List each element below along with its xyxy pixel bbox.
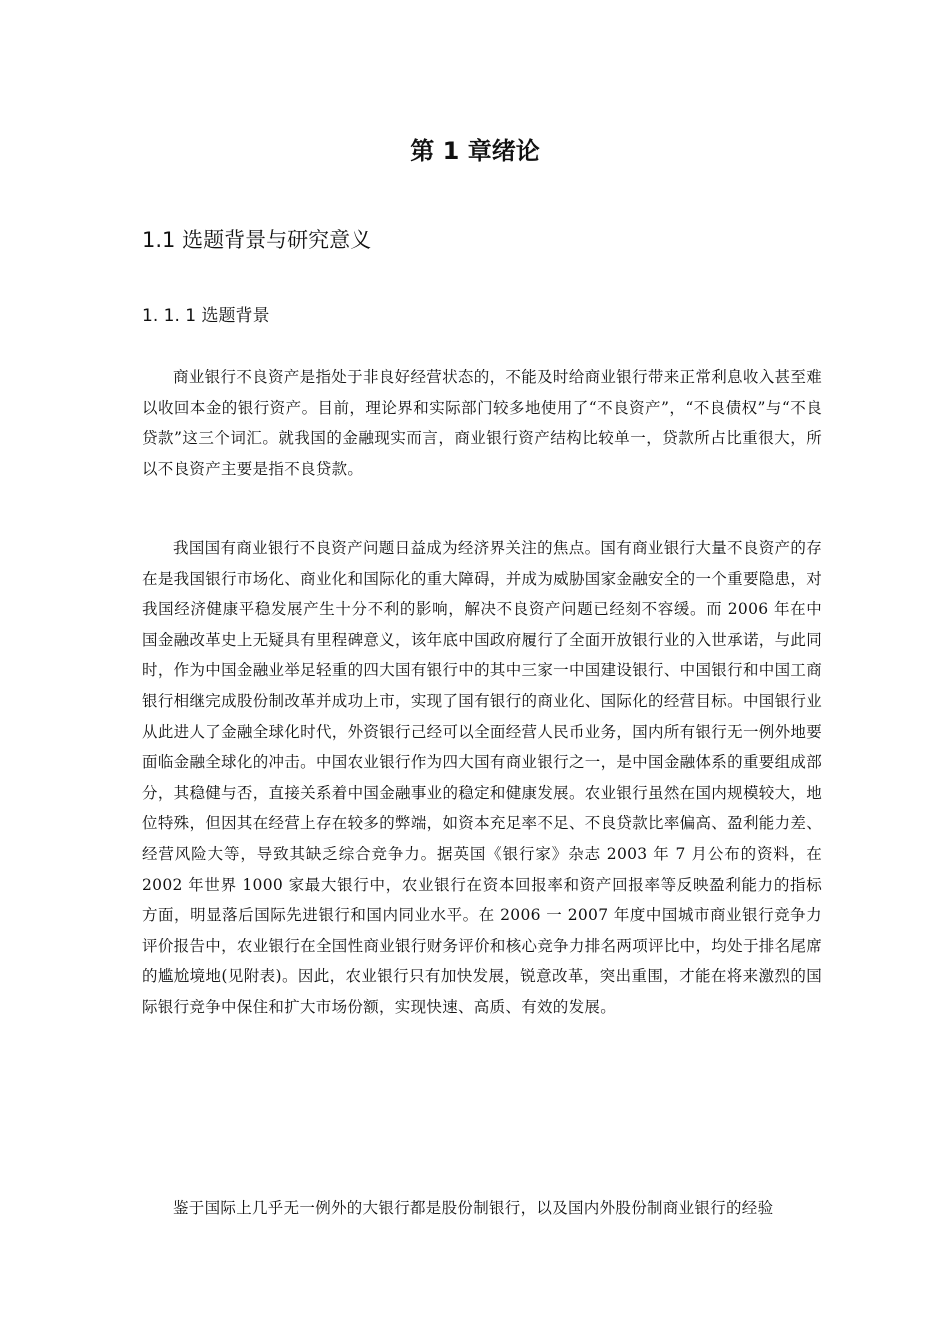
body-paragraph: 商业银行不良资产是指处于非良好经营状态的，不能及时给商业银行带来正常利息收入甚至难以收回本金的银行资产。目前，理论界和实际部门较多地使用了“不良资产”，“不良债权”与“不良贷款”这三个词汇。就我国的金融现实而言，商业银行资产结构比较单一，贷款所占比重很大，所以不良资产主要是指不良贷款。 — [142, 368, 822, 478]
section-title: 1.1 选题背景与研究意义 — [142, 228, 372, 252]
body-paragraph: 我国国有商业银行不良资产问题日益成为经济界关注的焦点。国有商业银行大量不良资产的存在是我国银行市场化、商业化和国际化的重大障碍，并成为威胁国家金融安全的一个重要隐患，对我国经济健康平稳发展产生十分不利的影响，解决不良资产问题已经刻不容缓。而 2006 年在中国金融改革史上无疑具有里程碑意义，该年底中国政府履行了全面开放银行业的入世承诺，与此同时，作为中国金融业举足轻重的四大国有银行中的其中三家一中国建设银行、中国银行和中国工商银行相继完成股份制改革并成功上市，实现了国有银行的商业化、国际化的经营目标。中国银行业从此进人了金融全球化时代，外资银行己经可以全面经营人民币业务，国内所有银行无一例外地要面临金融全球化的冲击。中国农业银行作为四大国有商业银行之一，是中国金融体系的重要组成部分，其稳健与否，直接关系着中国金融事业的稳定和健康发展。农业银行虽然在国内规模较大，地位特殊，但因其在经营上存在较多的弊端，如资本充足率不足、不良贷款比率偏高、盈利能力差、经营风险大等，导致其缺乏综合竞争力。据英国《银行家》杂志 2003 年 7 月公布的资料，在 2002 年世界 1000 家最大银行中，农业银行在资本回报率和资产回报率等反映盈利能力的指标方面，明显落后国际先进银行和国内同业水平。在 2006 一 2007 年度中国城市商业银行竞争力评价报告中，农业银行在全国性商业银行财务评价和核心竞争力排名两项评比中，均处于排名尾席的尴尬境地(见附表)。因此，农业银行只有加快发展，锐意改革，突出重围，才能在将来激烈的国际银行竞争中保住和扩大市场份额，实现快速、高质、有效的发展。 — [142, 539, 823, 1016]
chapter-title: 第 1 章绪论 — [410, 137, 540, 165]
body-paragraph: 鉴于国际上几乎无一例外的大银行都是股份制银行，以及国内外股份制商业银行的经验 — [173, 1199, 774, 1217]
subsection-title: 1. 1. 1 选题背景 — [142, 306, 270, 326]
